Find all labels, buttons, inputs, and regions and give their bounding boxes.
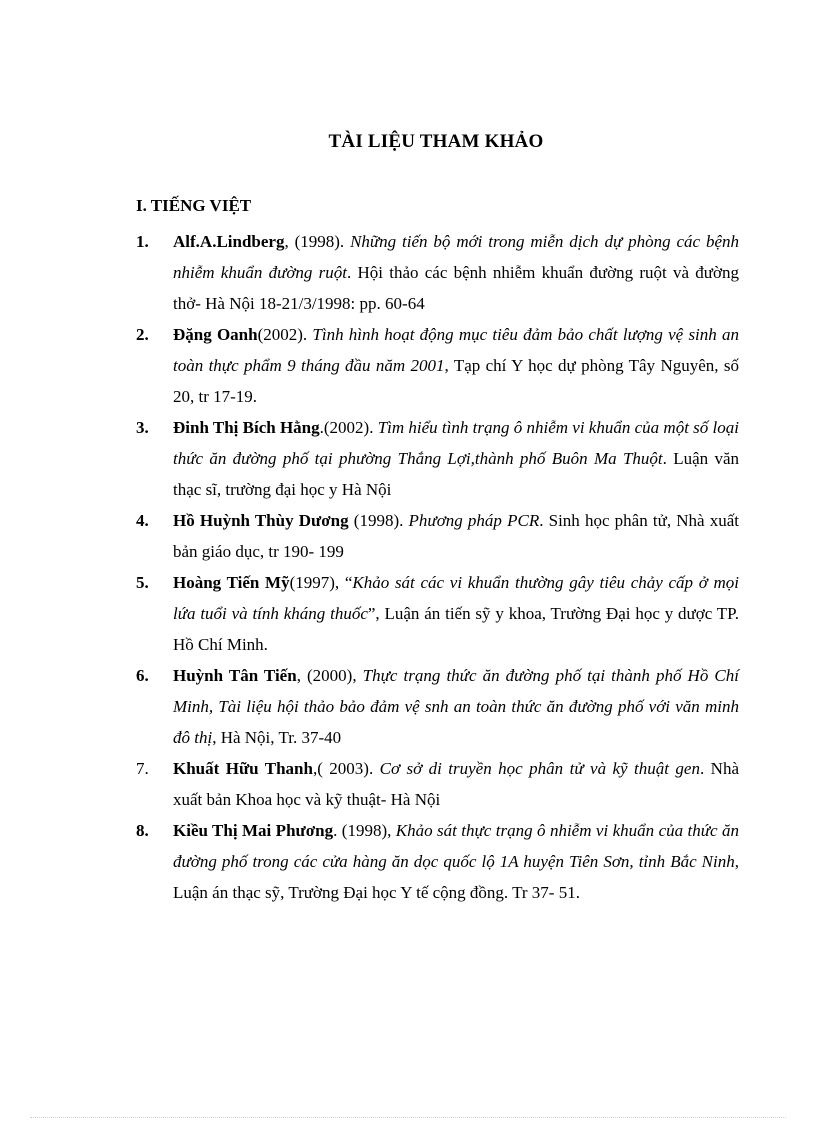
reference-number: 7. <box>136 759 149 778</box>
reference-title: Tìm hiểu tình trạng ô nhiễm vi khuẩn của một số loại thức ăn đường phố tại phường Thắng Lợi,thành phố Buôn Ma Thuột <box>173 418 739 468</box>
reference-number: 3. <box>136 418 149 437</box>
reference-item <box>136 319 739 412</box>
reference-source: . Sinh học phân tử, Nhà xuất bản giáo dục, tr 190- 199 <box>173 511 740 561</box>
reference-number: 6. <box>136 666 149 685</box>
reference-list <box>136 226 739 908</box>
page-title: TÀI LIỆU THAM KHẢO <box>328 131 544 152</box>
reference-item <box>136 567 739 660</box>
reference-year: , (2000), <box>296 666 363 685</box>
reference-title: Thực trạng thức ăn đường phố tại thành phố Hồ Chí Minh, Tài liệu hội thảo bảo đảm vệ snh an toàn thức ăn đường phố với văn minh đô thị <box>173 666 739 747</box>
reference-item <box>136 226 739 319</box>
reference-year: (2002). <box>257 325 313 344</box>
reference-source: . Nhà xuất bản Khoa học và kỹ thuật- Hà Nội <box>173 759 739 809</box>
reference-author: Hồ Huỳnh Thùy Dương <box>173 511 349 530</box>
reference-number: 4. <box>136 511 149 530</box>
reference-number: 1. <box>136 232 149 251</box>
reference-title: Tình hình hoạt động mục tiêu đảm bảo chất lượng vệ sinh an toàn thực phẩm 9 tháng đầu năm 2001 <box>173 325 739 375</box>
reference-author: Hoàng Tiến Mỹ <box>173 573 290 592</box>
page-bottom-divider <box>30 1117 786 1118</box>
section-heading: I. TIẾNG VIỆT <box>136 196 252 215</box>
reference-year: . (1998), <box>333 821 396 840</box>
reference-title: Phương pháp PCR <box>408 511 540 530</box>
reference-year: (1998). <box>348 511 409 530</box>
reference-year: , (1998). <box>284 232 351 251</box>
reference-year: ,( 2003). <box>312 759 380 778</box>
reference-source: . Luận văn thạc sĩ, trường đại học y Hà Nội <box>173 449 739 499</box>
reference-title: Khảo sát thực trạng ô nhiễm vi khuẩn của thức ăn đường phố trong các cửa hàng ăn dọc quốc lộ 1A huyện Tiên Sơn, tỉnh Bắc Ninh <box>173 821 739 871</box>
reference-item <box>136 660 739 753</box>
reference-author: Alf.A.Lindberg <box>173 232 285 251</box>
reference-item <box>136 815 739 908</box>
reference-title: Cơ sở di truyền học phân tử và kỹ thuật gen <box>379 759 700 778</box>
reference-author: Đinh Thị Bích Hằng <box>173 418 320 437</box>
reference-source: , Tạp chí Y học dự phòng Tây Nguyên, số 20, tr 17-19. <box>173 356 739 406</box>
reference-author: Khuất Hữu Thanh <box>173 759 313 778</box>
reference-item <box>136 505 739 567</box>
reference-item <box>136 412 739 505</box>
reference-source: ”, Luận án tiến sỹ y khoa, Trường Đại học y dược TP. Hồ Chí Minh. <box>173 604 740 654</box>
reference-author: Kiều Thị Mai Phương <box>173 821 334 840</box>
reference-number: 2. <box>136 325 149 344</box>
reference-author: Đặng Oanh <box>173 325 258 344</box>
reference-number: 8. <box>136 821 149 840</box>
reference-source: , Hà Nội, Tr. 37-40 <box>212 728 342 747</box>
reference-source: . Hội thảo các bệnh nhiễm khuẩn đường ruột và đường thở- Hà Nội 18-21/3/1998: pp. 60-64 <box>173 263 739 313</box>
reference-title: Khảo sát các vi khuẩn thường gây tiêu chảy cấp ở mọi lứa tuổi và tính kháng thuốc <box>173 573 740 623</box>
reference-title: Những tiến bộ mới trong miễn dịch dự phòng các bệnh nhiễm khuẩn đường ruột <box>173 232 739 282</box>
reference-number: 5. <box>136 573 149 592</box>
reference-source: , Luận án thạc sỹ, Trường Đại học Y tế cộng đồng. Tr 37- 51. <box>173 852 739 902</box>
reference-item <box>136 753 739 815</box>
reference-author: Huỳnh Tân Tiến <box>173 666 297 685</box>
reference-year: (1997), “ <box>289 573 353 592</box>
reference-year: .(2002). <box>319 418 378 437</box>
